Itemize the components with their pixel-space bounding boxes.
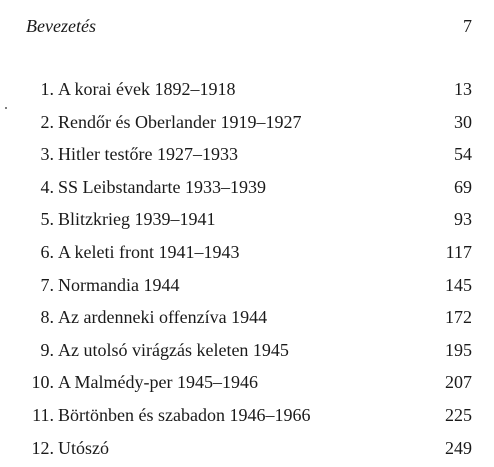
intro-title: Bevezetés bbox=[26, 16, 96, 36]
toc-entry-chapter-6[interactable] bbox=[0, 236, 494, 269]
chapter-title: Az utolsó virágzás keleten 1945 bbox=[58, 339, 289, 360]
chapter-page-number: 117 bbox=[445, 241, 472, 262]
intro-page-number: 7 bbox=[463, 16, 472, 36]
chapter-page-number: 13 bbox=[454, 79, 472, 99]
chapter-page-number: 145 bbox=[445, 274, 472, 295]
chapter-number: 10. bbox=[31, 372, 54, 393]
chapter-title: Utószó bbox=[58, 437, 109, 458]
chapter-page-number: 172 bbox=[445, 307, 472, 328]
chapter-page-number: 69 bbox=[454, 176, 472, 197]
chapter-title: Börtönben és szabadon 1946–1966 bbox=[58, 404, 311, 425]
chapter-page-number: 207 bbox=[445, 372, 472, 393]
chapter-page-number: 30 bbox=[454, 111, 472, 132]
chapter-list bbox=[0, 73, 494, 464]
chapter-title: A korai évek 1892–1918 bbox=[58, 79, 236, 99]
chapter-number: 2. bbox=[40, 111, 54, 132]
toc-entry-chapter-2[interactable] bbox=[0, 106, 494, 139]
chapter-title: SS Leibstandarte 1933–1939 bbox=[58, 176, 266, 197]
toc-entry-chapter-11[interactable] bbox=[0, 399, 494, 432]
chapter-number: 12. bbox=[31, 437, 54, 458]
toc-entry-chapter-9[interactable] bbox=[0, 334, 494, 367]
chapter-title: Normandia 1944 bbox=[58, 274, 180, 295]
toc-entry-intro[interactable] bbox=[26, 12, 472, 40]
chapter-number: 6. bbox=[40, 241, 54, 262]
chapter-title: Rendőr és Oberlander 1919–1927 bbox=[58, 111, 302, 132]
chapter-number: 7. bbox=[40, 274, 54, 295]
toc-entry-chapter-3[interactable] bbox=[0, 138, 494, 171]
chapter-number: 9. bbox=[40, 339, 54, 360]
toc-entry-chapter-8[interactable] bbox=[0, 301, 494, 334]
toc-entry-chapter-10[interactable] bbox=[0, 366, 494, 399]
chapter-page-number: 195 bbox=[445, 339, 472, 360]
chapter-page-number: 249 bbox=[445, 437, 472, 458]
chapter-page-number: 225 bbox=[445, 404, 472, 425]
toc-entry-chapter-4[interactable] bbox=[0, 171, 494, 204]
chapter-page-number: 54 bbox=[454, 144, 472, 165]
toc-entry-chapter-5[interactable] bbox=[0, 203, 494, 236]
toc-entry-chapter-12[interactable] bbox=[0, 432, 494, 465]
chapter-title: A Malmédy-per 1945–1946 bbox=[58, 372, 258, 393]
chapter-title: A keleti front 1941–1943 bbox=[58, 241, 240, 262]
chapter-title: Hitler testőre 1927–1933 bbox=[58, 144, 238, 165]
chapter-number: 3. bbox=[40, 144, 54, 165]
chapter-page-number: 93 bbox=[454, 209, 472, 230]
chapter-number: 8. bbox=[40, 307, 54, 328]
toc-entry-chapter-1[interactable] bbox=[0, 73, 494, 106]
toc-entry-chapter-7[interactable] bbox=[0, 269, 494, 302]
chapter-number: 1. bbox=[40, 79, 54, 99]
chapter-number: 4. bbox=[40, 176, 54, 197]
chapter-number: 11. bbox=[32, 404, 54, 425]
chapter-title: Blitzkrieg 1939–1941 bbox=[58, 209, 216, 230]
chapter-number: 5. bbox=[40, 209, 54, 230]
chapter-title: Az ardenneki offenzíva 1944 bbox=[58, 307, 268, 328]
